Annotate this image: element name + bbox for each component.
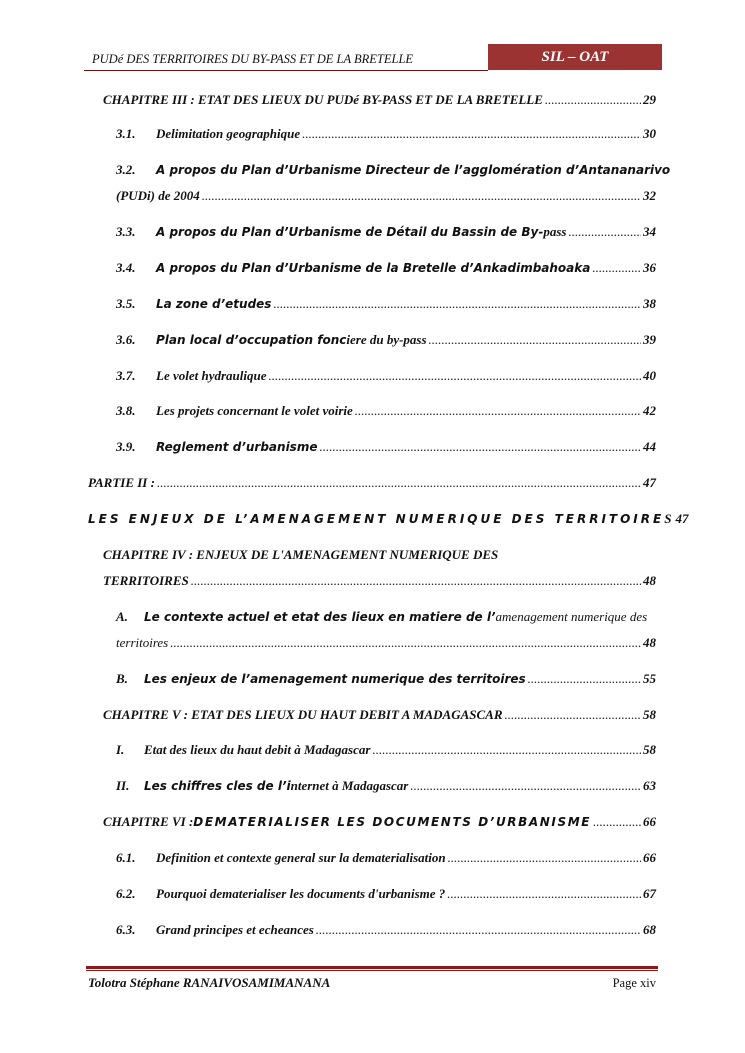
toc-entry-i[interactable] (116, 741, 656, 759)
toc-entry-title-tail: S (664, 511, 672, 526)
toc-leader (269, 367, 642, 385)
toc-page-number: 36 (643, 260, 656, 275)
toc-entry-3-9[interactable] (116, 438, 656, 456)
footer-author: Tolotra Stéphane RANAIVOSAMIMANANA (88, 975, 331, 990)
toc-leader (545, 91, 641, 109)
toc-entry-number: B. (116, 671, 128, 686)
toc-leader (355, 402, 641, 420)
toc-entry-number: 3.5. (116, 296, 136, 311)
toc-page-number: 47 (675, 511, 689, 526)
toc-page-number: 58 (643, 742, 656, 757)
toc-entry-number: 3.7. (116, 368, 136, 383)
toc-entry-title: (PUDi) de 2004 (116, 188, 200, 203)
toc-leader (528, 670, 641, 688)
toc-entry-title: Les enjeux de l’amenagement numerique des territoires (144, 672, 526, 686)
toc-page-number: 32 (643, 188, 656, 203)
toc-page-number: 48 (643, 635, 656, 650)
toc-entry-title-tail: amenagement numerique des (495, 609, 648, 624)
toc-entry-3-5[interactable] (116, 295, 656, 313)
toc-leader (157, 474, 641, 492)
toc-leader (372, 741, 641, 759)
toc-entry-title: CHAPITRE V : ETAT DES LIEUX DU HAUT DEBIT A MADAGASCAR (103, 707, 503, 722)
toc-entry-title: A propos du Plan d’Urbanisme Directeur de l’agglomération d’Antananarivo (156, 163, 671, 177)
footer-rule (86, 966, 658, 969)
toc-page-number: 38 (643, 296, 656, 311)
toc-leader (202, 187, 641, 205)
toc-entry-6-2[interactable] (116, 885, 656, 903)
toc-entry-part-2[interactable] (88, 474, 656, 492)
toc-entry-title: Le volet hydraulique (156, 368, 267, 383)
toc-page-number: 55 (643, 671, 656, 686)
toc-entry-number: 6.1. (116, 850, 136, 865)
toc-entry-b[interactable] (116, 670, 656, 688)
toc-entry-chapter-5[interactable] (103, 706, 656, 724)
toc-leader (505, 706, 642, 724)
header-title: PUDé DES TERRITOIRES DU BY-PASS ET DE LA BRETELLE (92, 52, 414, 66)
toc-entry-enjeux[interactable] (88, 510, 689, 528)
toc-entry-6-1[interactable] (116, 849, 656, 867)
toc-page-number: 67 (643, 886, 656, 901)
toc-entry-a-continuation[interactable] (116, 634, 656, 652)
toc-entry-3-8[interactable] (116, 402, 656, 420)
toc-entry-ii[interactable] (116, 777, 656, 795)
toc-entry-title-tail: DEMATERIALISER LES DOCUMENTS D’URBANISME (193, 815, 592, 829)
toc-entry-6-3[interactable] (116, 921, 656, 939)
toc-leader (429, 331, 641, 349)
toc-leader (447, 885, 641, 903)
toc-page-number: 34 (643, 224, 656, 239)
toc-entry-title-tail: nternet à Madagascar (290, 778, 409, 793)
toc-leader (191, 572, 641, 590)
toc-entry-number: 3.1. (116, 126, 136, 141)
toc-entry-title-tail: iere du by-pass (346, 332, 427, 347)
toc-entry-title: Grand principes et echeances (156, 922, 314, 937)
toc-leader (592, 259, 641, 277)
toc-page-number: 66 (643, 850, 656, 865)
toc-page-number: 48 (643, 573, 656, 588)
toc-entry-a[interactable] (116, 608, 656, 626)
header-badge: SIL – OAT (488, 44, 662, 70)
toc-page-number: 66 (643, 814, 656, 829)
toc-entry-title-tail: pass (543, 224, 567, 239)
toc-leader (568, 223, 641, 241)
toc-page-number: 68 (643, 922, 656, 937)
toc-page-number: 58 (643, 707, 656, 722)
toc-entry-title: Le contexte actuel et etat des lieux en matiere de l’ (144, 610, 496, 624)
footer-page-number: Page xiv (612, 976, 656, 990)
toc-entry-title: Les projets concernant le volet voirie (156, 403, 353, 418)
toc-page-number: 40 (643, 368, 656, 383)
toc-entry-3-3[interactable] (116, 223, 656, 241)
toc-entry-number: 3.2. (116, 162, 136, 177)
toc-entry-title: Pourquoi dematerialiser les documents d'urbanisme ? (156, 886, 446, 901)
toc-entry-title: PARTIE II : (88, 475, 155, 490)
toc-entry-chapter-4-continuation[interactable] (103, 572, 656, 590)
toc-entry-title: Les chiffres cles de l’i (144, 779, 291, 793)
toc-entry-3-6[interactable] (116, 331, 656, 349)
toc-leader (448, 849, 641, 867)
toc-entry-title: Plan local d’occupation fonc (156, 333, 347, 347)
toc-entry-number: 3.3. (116, 224, 136, 239)
toc-page-number: 29 (643, 92, 656, 107)
toc-entry-title: La zone d’etudes (156, 297, 272, 311)
toc-entry-title: A propos du Plan d’Urbanisme de la Bretelle d’Ankadimbahoaka (156, 261, 591, 275)
toc-entry-title: A propos du Plan d’Urbanisme de Détail du Bassin de By- (156, 225, 544, 239)
toc-entry-title: territoires (116, 635, 169, 650)
toc-entry-title: Delimitation geographique (156, 126, 301, 141)
toc-entry-3-4[interactable] (116, 259, 656, 277)
toc-entry-3-2-continuation[interactable] (116, 187, 656, 205)
toc-leader (319, 438, 641, 456)
toc-page-number: 47 (643, 475, 656, 490)
toc-entry-number: 3.4. (116, 260, 136, 275)
toc-entry-chapter-6[interactable] (103, 813, 656, 831)
toc-entry-3-7[interactable] (116, 367, 656, 385)
toc-entry-title: LES ENJEUX DE L’AMENAGEMENT NUMERIQUE DES TERRITOIRE (88, 512, 665, 526)
toc-entry-number: II. (116, 778, 130, 793)
toc-entry-number: 6.3. (116, 922, 136, 937)
toc-entry-title: Definition et contexte general sur la dematerialisation (156, 850, 446, 865)
toc-leader (593, 813, 641, 831)
footer-rule-thin (86, 970, 658, 971)
toc-entry-number: 6.2. (116, 886, 136, 901)
toc-entry-title: Etat des lieux du haut debit à Madagascar (144, 742, 371, 757)
toc-entry-title: TERRITOIRES (103, 573, 189, 588)
toc-entry-chapter-4[interactable]: CHAPITRE IV : ENJEUX DE L'AMENAGEMENT NUMERIQUE DES (103, 547, 499, 562)
toc-leader (316, 921, 641, 939)
toc-leader (273, 295, 641, 313)
toc-entry-number: 3.9. (116, 439, 136, 454)
toc-entry-number: I. (116, 742, 125, 757)
toc-page-number: 39 (643, 332, 656, 347)
toc-leader (302, 125, 641, 143)
toc-page-number: 44 (643, 439, 656, 454)
toc-entry-number: 3.6. (116, 332, 136, 347)
toc-entry-number: 3.8. (116, 403, 136, 418)
toc-entry-title: Reglement d’urbanisme (156, 440, 318, 454)
toc-page-number: 42 (643, 403, 656, 418)
toc-entry-title: CHAPITRE III : ETAT DES LIEUX DU PUDé BY-PASS ET DE LA BRETELLE (103, 92, 543, 107)
toc-page-number: 30 (643, 126, 656, 141)
toc-leader (410, 777, 641, 795)
toc-entry-3-1[interactable] (116, 125, 656, 143)
toc-entry-3-2[interactable] (116, 161, 671, 179)
toc-entry-title: CHAPITRE VI : (103, 814, 194, 829)
toc-entry-chapter-3[interactable] (103, 91, 656, 109)
toc-entry-number: A. (116, 609, 128, 624)
toc-page-number: 63 (643, 778, 656, 793)
toc-leader (170, 634, 641, 652)
